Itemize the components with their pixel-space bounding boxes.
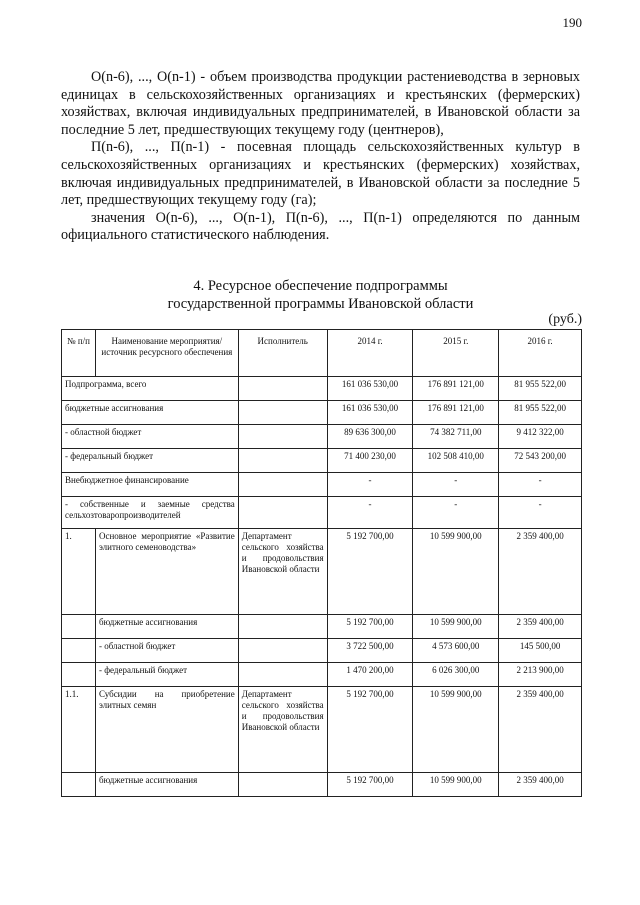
body-text (61, 69, 580, 245)
row-name: - федеральный бюджет (95, 663, 238, 687)
row-name: - федеральный бюджет (62, 449, 239, 473)
table-row (62, 687, 582, 773)
row-number (62, 639, 96, 663)
row-name: - собственные и заемные средства сельхозтоваропроизводителей (62, 497, 239, 529)
row-value-2016: 72 543 200,00 (499, 449, 582, 473)
row-value-2016: 81 955 522,00 (499, 377, 582, 401)
row-number: 1.1. (62, 687, 96, 773)
page-number: 190 (562, 15, 582, 30)
table-row (62, 473, 582, 497)
table-row (62, 773, 582, 797)
header-2014: 2014 г. (327, 330, 413, 377)
row-executor (238, 497, 327, 529)
table-row (62, 639, 582, 663)
row-value-2015: 102 508 410,00 (413, 449, 499, 473)
row-value-2015: 4 573 600,00 (413, 639, 499, 663)
header-number: № п/п (62, 330, 96, 377)
row-value-2014: 5 192 700,00 (327, 615, 413, 639)
header-2015: 2015 г. (413, 330, 499, 377)
row-number (62, 663, 96, 687)
row-value-2015: 10 599 900,00 (413, 773, 499, 797)
table-row (62, 615, 582, 639)
section-title-line-1: 4. Ресурсное обеспечение подпрограммы (193, 278, 448, 294)
row-name: Подпрограмма, всего (62, 377, 239, 401)
row-value-2014: 5 192 700,00 (327, 773, 413, 797)
row-value-2014: 1 470 200,00 (327, 663, 413, 687)
row-value-2015: 176 891 121,00 (413, 377, 499, 401)
table-row (62, 497, 582, 529)
paragraph-o-definition: О(n-6), ..., О(n-1) - объем производства продукции растениеводства в зерновых единицах в сельскохозяйственных организациях и крестьянских (фермерских) хозяйствах, включая индивидуальных предпринимателей, в Ивановской области за последние 5 лет, предшествующих текущему году (центнеров), (61, 69, 580, 138)
row-name: бюджетные ассигнования (95, 615, 238, 639)
row-executor (238, 639, 327, 663)
row-number (62, 615, 96, 639)
row-value-2014: 3 722 500,00 (327, 639, 413, 663)
table-row (62, 449, 582, 473)
table-row (62, 529, 582, 615)
table-body (62, 377, 582, 797)
row-value-2014: - (327, 473, 413, 497)
row-number (62, 773, 96, 797)
row-value-2016: 81 955 522,00 (499, 401, 582, 425)
row-value-2016: 2 359 400,00 (499, 773, 582, 797)
row-value-2014: 161 036 530,00 (327, 377, 413, 401)
row-executor (238, 473, 327, 497)
header-name: Наименование мероприятия/источник ресурсного обеспечения (95, 330, 238, 377)
section-title (61, 277, 580, 313)
resource-table (61, 329, 582, 797)
row-executor (238, 449, 327, 473)
row-value-2014: 161 036 530,00 (327, 401, 413, 425)
row-value-2015: - (413, 497, 499, 529)
row-name: Субсидии на приобретение элитных семян (95, 687, 238, 773)
table-row (62, 401, 582, 425)
row-value-2015: 10 599 900,00 (413, 687, 499, 773)
row-executor (238, 377, 327, 401)
row-name: - областной бюджет (95, 639, 238, 663)
row-name: бюджетные ассигнования (95, 773, 238, 797)
row-value-2016: 2 359 400,00 (499, 529, 582, 615)
row-value-2014: 5 192 700,00 (327, 529, 413, 615)
table-header-row (62, 330, 582, 377)
row-value-2014: 89 636 300,00 (327, 425, 413, 449)
row-value-2015: 74 382 711,00 (413, 425, 499, 449)
row-name: Внебюджетное финансирование (62, 473, 239, 497)
row-executor (238, 663, 327, 687)
row-value-2015: 176 891 121,00 (413, 401, 499, 425)
row-value-2016: - (499, 497, 582, 529)
row-value-2016: - (499, 473, 582, 497)
row-value-2016: 145 500,00 (499, 639, 582, 663)
table-row (62, 663, 582, 687)
row-value-2016: 2 213 900,00 (499, 663, 582, 687)
table-row (62, 425, 582, 449)
row-name: бюджетные ассигнования (62, 401, 239, 425)
row-executor (238, 425, 327, 449)
row-executor: Департамент сельского хозяйства и продовольствия Ивановской области (238, 529, 327, 615)
currency-unit: (руб.) (548, 312, 582, 327)
table-header (62, 330, 582, 377)
row-name: - областной бюджет (62, 425, 239, 449)
row-value-2015: 10 599 900,00 (413, 615, 499, 639)
row-value-2014: 5 192 700,00 (327, 687, 413, 773)
row-executor (238, 615, 327, 639)
paragraph-values-source: значения О(n-6), ..., О(n-1), П(n-6), ..., П(n-1) определяются по данным официального статистического наблюдения. (61, 209, 580, 244)
paragraph-p-definition: П(n-6), ..., П(n-1) - посевная площадь сельскохозяйственных культур в сельскохозяйственных организациях и крестьянских (фермерских) хозяйствах, включая индивидуальных предпринимателей, в Ивановской области за последние 5 лет, предшествующих текущему году (га); (61, 139, 580, 209)
row-value-2015: - (413, 473, 499, 497)
row-value-2016: 2 359 400,00 (499, 615, 582, 639)
header-2016: 2016 г. (499, 330, 582, 377)
row-value-2016: 9 412 322,00 (499, 425, 582, 449)
header-executor: Исполнитель (238, 330, 327, 377)
row-number: 1. (62, 529, 96, 615)
row-value-2016: 2 359 400,00 (499, 687, 582, 773)
table-row (62, 377, 582, 401)
row-value-2014: 71 400 230,00 (327, 449, 413, 473)
section-title-line-2: государственной программы Ивановской области (167, 296, 474, 312)
row-value-2015: 10 599 900,00 (413, 529, 499, 615)
row-executor (238, 773, 327, 797)
row-executor: Департамент сельского хозяйства и продовольствия Ивановской области (238, 687, 327, 773)
row-executor (238, 401, 327, 425)
row-name: Основное мероприятие «Развитие элитного семеноводства» (95, 529, 238, 615)
row-value-2015: 6 026 300,00 (413, 663, 499, 687)
row-value-2014: - (327, 497, 413, 529)
